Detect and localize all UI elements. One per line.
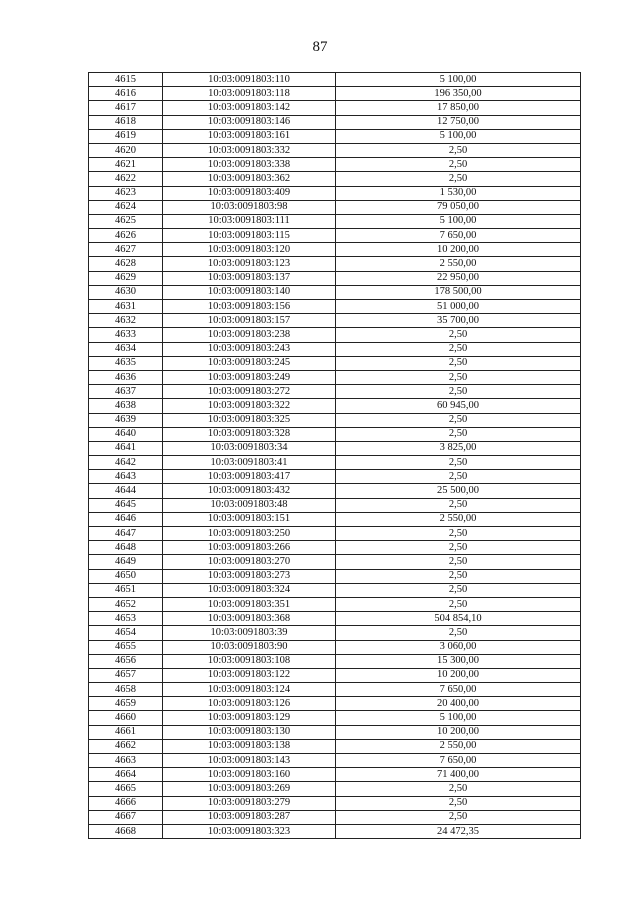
value-cell: 17 850,00 xyxy=(336,101,581,115)
table-row xyxy=(89,314,581,328)
row-number-cell: 4654 xyxy=(89,626,163,640)
table-row xyxy=(89,796,581,810)
table-row xyxy=(89,484,581,498)
row-number-cell: 4648 xyxy=(89,541,163,555)
cadastral-value-table xyxy=(88,72,581,839)
table-row xyxy=(89,356,581,370)
cadastral-number-cell: 10:03:0091803:156 xyxy=(163,300,336,314)
table-row xyxy=(89,654,581,668)
value-cell: 2,50 xyxy=(336,583,581,597)
cadastral-number-cell: 10:03:0091803:328 xyxy=(163,427,336,441)
row-number-cell: 4661 xyxy=(89,725,163,739)
table-row xyxy=(89,512,581,526)
row-number-cell: 4636 xyxy=(89,370,163,384)
cadastral-number-cell: 10:03:0091803:273 xyxy=(163,569,336,583)
row-number-cell: 4625 xyxy=(89,214,163,228)
cadastral-number-cell: 10:03:0091803:126 xyxy=(163,697,336,711)
cadastral-number-cell: 10:03:0091803:122 xyxy=(163,668,336,682)
value-cell: 1 530,00 xyxy=(336,186,581,200)
row-number-cell: 4633 xyxy=(89,328,163,342)
value-cell: 15 300,00 xyxy=(336,654,581,668)
value-cell: 2 550,00 xyxy=(336,512,581,526)
value-cell: 7 650,00 xyxy=(336,229,581,243)
value-cell: 504 854,10 xyxy=(336,612,581,626)
table-row xyxy=(89,385,581,399)
row-number-cell: 4653 xyxy=(89,612,163,626)
cadastral-number-cell: 10:03:0091803:332 xyxy=(163,143,336,157)
value-cell: 71 400,00 xyxy=(336,768,581,782)
row-number-cell: 4643 xyxy=(89,470,163,484)
cadastral-number-cell: 10:03:0091803:129 xyxy=(163,711,336,725)
row-number-cell: 4630 xyxy=(89,285,163,299)
cadastral-number-cell: 10:03:0091803:34 xyxy=(163,441,336,455)
row-number-cell: 4638 xyxy=(89,399,163,413)
cadastral-number-cell: 10:03:0091803:279 xyxy=(163,796,336,810)
value-cell: 2,50 xyxy=(336,782,581,796)
value-cell: 7 650,00 xyxy=(336,754,581,768)
row-number-cell: 4635 xyxy=(89,356,163,370)
row-number-cell: 4665 xyxy=(89,782,163,796)
table-row xyxy=(89,683,581,697)
cadastral-number-cell: 10:03:0091803:146 xyxy=(163,115,336,129)
table-row xyxy=(89,456,581,470)
value-cell: 22 950,00 xyxy=(336,271,581,285)
row-number-cell: 4652 xyxy=(89,597,163,611)
cadastral-number-cell: 10:03:0091803:111 xyxy=(163,214,336,228)
table-row xyxy=(89,158,581,172)
cadastral-number-cell: 10:03:0091803:266 xyxy=(163,541,336,555)
row-number-cell: 4619 xyxy=(89,129,163,143)
row-number-cell: 4644 xyxy=(89,484,163,498)
table-row xyxy=(89,399,581,413)
table-row xyxy=(89,101,581,115)
cadastral-number-cell: 10:03:0091803:110 xyxy=(163,73,336,87)
cadastral-number-cell: 10:03:0091803:272 xyxy=(163,385,336,399)
cadastral-number-cell: 10:03:0091803:138 xyxy=(163,739,336,753)
cadastral-number-cell: 10:03:0091803:130 xyxy=(163,725,336,739)
cadastral-number-cell: 10:03:0091803:323 xyxy=(163,824,336,838)
value-cell: 10 200,00 xyxy=(336,725,581,739)
row-number-cell: 4626 xyxy=(89,229,163,243)
table-body xyxy=(89,73,581,839)
cadastral-number-cell: 10:03:0091803:351 xyxy=(163,597,336,611)
row-number-cell: 4666 xyxy=(89,796,163,810)
table-row xyxy=(89,711,581,725)
value-cell: 2,50 xyxy=(336,370,581,384)
value-cell: 12 750,00 xyxy=(336,115,581,129)
table-row xyxy=(89,441,581,455)
row-number-cell: 4615 xyxy=(89,73,163,87)
cadastral-number-cell: 10:03:0091803:322 xyxy=(163,399,336,413)
cadastral-number-cell: 10:03:0091803:338 xyxy=(163,158,336,172)
table-row xyxy=(89,87,581,101)
table-row xyxy=(89,725,581,739)
value-cell: 2,50 xyxy=(336,597,581,611)
cadastral-number-cell: 10:03:0091803:238 xyxy=(163,328,336,342)
table-row xyxy=(89,612,581,626)
value-cell: 25 500,00 xyxy=(336,484,581,498)
cadastral-number-cell: 10:03:0091803:160 xyxy=(163,768,336,782)
table-row xyxy=(89,271,581,285)
cadastral-number-cell: 10:03:0091803:324 xyxy=(163,583,336,597)
value-cell: 3 825,00 xyxy=(336,441,581,455)
value-cell: 79 050,00 xyxy=(336,200,581,214)
row-number-cell: 4617 xyxy=(89,101,163,115)
value-cell: 2,50 xyxy=(336,158,581,172)
cadastral-number-cell: 10:03:0091803:137 xyxy=(163,271,336,285)
row-number-cell: 4656 xyxy=(89,654,163,668)
table-row xyxy=(89,739,581,753)
value-cell: 2,50 xyxy=(336,626,581,640)
table-row xyxy=(89,129,581,143)
cadastral-number-cell: 10:03:0091803:143 xyxy=(163,754,336,768)
cadastral-number-cell: 10:03:0091803:325 xyxy=(163,413,336,427)
table-row xyxy=(89,626,581,640)
value-cell: 35 700,00 xyxy=(336,314,581,328)
table-row xyxy=(89,782,581,796)
row-number-cell: 4651 xyxy=(89,583,163,597)
cadastral-number-cell: 10:03:0091803:270 xyxy=(163,555,336,569)
row-number-cell: 4632 xyxy=(89,314,163,328)
table-row xyxy=(89,172,581,186)
table-row xyxy=(89,285,581,299)
table-row xyxy=(89,824,581,838)
table-row xyxy=(89,597,581,611)
value-cell: 2,50 xyxy=(336,413,581,427)
table-row xyxy=(89,229,581,243)
table-row xyxy=(89,555,581,569)
cadastral-number-cell: 10:03:0091803:39 xyxy=(163,626,336,640)
table-row xyxy=(89,541,581,555)
value-cell: 2,50 xyxy=(336,470,581,484)
value-cell: 20 400,00 xyxy=(336,697,581,711)
table-row xyxy=(89,569,581,583)
value-cell: 196 350,00 xyxy=(336,87,581,101)
value-cell: 2,50 xyxy=(336,541,581,555)
value-cell: 24 472,35 xyxy=(336,824,581,838)
row-number-cell: 4646 xyxy=(89,512,163,526)
value-cell: 5 100,00 xyxy=(336,129,581,143)
row-number-cell: 4668 xyxy=(89,824,163,838)
value-cell: 5 100,00 xyxy=(336,73,581,87)
value-cell: 2,50 xyxy=(336,356,581,370)
row-number-cell: 4616 xyxy=(89,87,163,101)
table-row xyxy=(89,427,581,441)
cadastral-number-cell: 10:03:0091803:108 xyxy=(163,654,336,668)
row-number-cell: 4637 xyxy=(89,385,163,399)
row-number-cell: 4623 xyxy=(89,186,163,200)
table-row xyxy=(89,754,581,768)
table-row xyxy=(89,257,581,271)
value-cell: 2 550,00 xyxy=(336,739,581,753)
value-cell: 2,50 xyxy=(336,342,581,356)
value-cell: 2,50 xyxy=(336,569,581,583)
value-cell: 10 200,00 xyxy=(336,668,581,682)
value-cell: 3 060,00 xyxy=(336,640,581,654)
cadastral-number-cell: 10:03:0091803:120 xyxy=(163,243,336,257)
cadastral-number-cell: 10:03:0091803:409 xyxy=(163,186,336,200)
row-number-cell: 4622 xyxy=(89,172,163,186)
cadastral-number-cell: 10:03:0091803:157 xyxy=(163,314,336,328)
row-number-cell: 4657 xyxy=(89,668,163,682)
row-number-cell: 4662 xyxy=(89,739,163,753)
table-row xyxy=(89,768,581,782)
table-row xyxy=(89,498,581,512)
row-number-cell: 4641 xyxy=(89,441,163,455)
table-row xyxy=(89,186,581,200)
row-number-cell: 4628 xyxy=(89,257,163,271)
table-row xyxy=(89,200,581,214)
cadastral-number-cell: 10:03:0091803:243 xyxy=(163,342,336,356)
cadastral-number-cell: 10:03:0091803:151 xyxy=(163,512,336,526)
row-number-cell: 4639 xyxy=(89,413,163,427)
cadastral-number-cell: 10:03:0091803:362 xyxy=(163,172,336,186)
cadastral-number-cell: 10:03:0091803:115 xyxy=(163,229,336,243)
row-number-cell: 4655 xyxy=(89,640,163,654)
cadastral-number-cell: 10:03:0091803:98 xyxy=(163,200,336,214)
row-number-cell: 4618 xyxy=(89,115,163,129)
cadastral-number-cell: 10:03:0091803:287 xyxy=(163,810,336,824)
value-cell: 2,50 xyxy=(336,328,581,342)
value-cell: 7 650,00 xyxy=(336,683,581,697)
value-cell: 2,50 xyxy=(336,427,581,441)
value-cell: 2,50 xyxy=(336,810,581,824)
cadastral-number-cell: 10:03:0091803:41 xyxy=(163,456,336,470)
table-row xyxy=(89,470,581,484)
table-row xyxy=(89,810,581,824)
row-number-cell: 4667 xyxy=(89,810,163,824)
cadastral-number-cell: 10:03:0091803:161 xyxy=(163,129,336,143)
cadastral-number-cell: 10:03:0091803:250 xyxy=(163,527,336,541)
table-row xyxy=(89,668,581,682)
value-cell: 5 100,00 xyxy=(336,711,581,725)
table-row xyxy=(89,115,581,129)
value-cell: 2,50 xyxy=(336,498,581,512)
value-cell: 2,50 xyxy=(336,143,581,157)
value-cell: 2,50 xyxy=(336,796,581,810)
table-row xyxy=(89,300,581,314)
cadastral-number-cell: 10:03:0091803:48 xyxy=(163,498,336,512)
row-number-cell: 4660 xyxy=(89,711,163,725)
table-row xyxy=(89,243,581,257)
table-row xyxy=(89,370,581,384)
cadastral-number-cell: 10:03:0091803:269 xyxy=(163,782,336,796)
row-number-cell: 4647 xyxy=(89,527,163,541)
value-cell: 2,50 xyxy=(336,456,581,470)
value-cell: 2 550,00 xyxy=(336,257,581,271)
table-row xyxy=(89,527,581,541)
cadastral-number-cell: 10:03:0091803:90 xyxy=(163,640,336,654)
cadastral-number-cell: 10:03:0091803:118 xyxy=(163,87,336,101)
cadastral-number-cell: 10:03:0091803:245 xyxy=(163,356,336,370)
value-cell: 60 945,00 xyxy=(336,399,581,413)
row-number-cell: 4642 xyxy=(89,456,163,470)
value-cell: 178 500,00 xyxy=(336,285,581,299)
table-row xyxy=(89,640,581,654)
table-row xyxy=(89,342,581,356)
row-number-cell: 4664 xyxy=(89,768,163,782)
page-number: 87 xyxy=(312,39,328,55)
value-cell: 10 200,00 xyxy=(336,243,581,257)
cadastral-number-cell: 10:03:0091803:249 xyxy=(163,370,336,384)
table-row xyxy=(89,413,581,427)
value-cell: 51 000,00 xyxy=(336,300,581,314)
row-number-cell: 4634 xyxy=(89,342,163,356)
row-number-cell: 4659 xyxy=(89,697,163,711)
table-row xyxy=(89,73,581,87)
row-number-cell: 4658 xyxy=(89,683,163,697)
row-number-cell: 4631 xyxy=(89,300,163,314)
row-number-cell: 4627 xyxy=(89,243,163,257)
row-number-cell: 4649 xyxy=(89,555,163,569)
value-cell: 2,50 xyxy=(336,527,581,541)
row-number-cell: 4645 xyxy=(89,498,163,512)
cadastral-number-cell: 10:03:0091803:124 xyxy=(163,683,336,697)
cadastral-number-cell: 10:03:0091803:368 xyxy=(163,612,336,626)
cadastral-number-cell: 10:03:0091803:432 xyxy=(163,484,336,498)
table-row xyxy=(89,697,581,711)
row-number-cell: 4624 xyxy=(89,200,163,214)
row-number-cell: 4663 xyxy=(89,754,163,768)
cadastral-number-cell: 10:03:0091803:142 xyxy=(163,101,336,115)
row-number-cell: 4620 xyxy=(89,143,163,157)
table-row xyxy=(89,583,581,597)
value-cell: 5 100,00 xyxy=(336,214,581,228)
table-row xyxy=(89,328,581,342)
value-cell: 2,50 xyxy=(336,555,581,569)
cadastral-number-cell: 10:03:0091803:417 xyxy=(163,470,336,484)
row-number-cell: 4629 xyxy=(89,271,163,285)
row-number-cell: 4621 xyxy=(89,158,163,172)
table-row xyxy=(89,214,581,228)
cadastral-number-cell: 10:03:0091803:123 xyxy=(163,257,336,271)
value-cell: 2,50 xyxy=(336,172,581,186)
row-number-cell: 4650 xyxy=(89,569,163,583)
cadastral-number-cell: 10:03:0091803:140 xyxy=(163,285,336,299)
value-cell: 2,50 xyxy=(336,385,581,399)
row-number-cell: 4640 xyxy=(89,427,163,441)
table-row xyxy=(89,143,581,157)
